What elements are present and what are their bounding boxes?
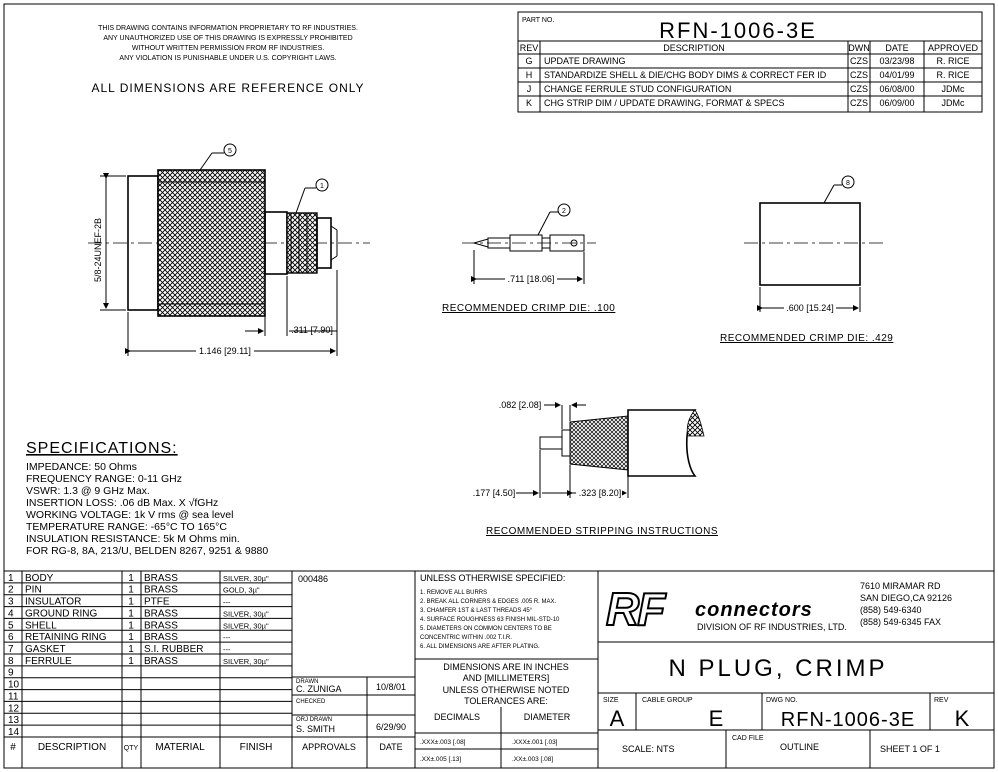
bom-finish: ---: [223, 633, 231, 643]
rev-drawn-by: CZS: [850, 98, 868, 108]
svg-text:DIAMETER: DIAMETER: [523, 712, 571, 722]
svg-text:000486: 000486: [298, 574, 329, 584]
bom-finish: SILVER, 30µ": [223, 656, 269, 666]
specs-title: SPECIFICATIONS:: [26, 440, 178, 457]
bom-description: INSULATOR: [25, 596, 82, 608]
bom-finish: SILVER, 30µ": [223, 621, 269, 631]
reference-note: ALL DIMENSIONS ARE REFERENCE ONLY: [91, 81, 365, 95]
stripping-view: [473, 400, 704, 498]
svg-text:ANY VIOLATION IS PUNISHABLE UN: ANY VIOLATION IS PUNISHABLE UNDER U.S. COPYRIGHT LAWS.: [119, 55, 337, 62]
bom-qty: 1: [128, 608, 134, 620]
svg-text:2: 2: [562, 208, 566, 215]
general-notes: [415, 571, 598, 768]
svg-text:WORKING VOLTAGE: 1k V rms @ se: WORKING VOLTAGE: 1k V rms @ sea level: [26, 509, 234, 521]
svg-text:MATERIAL: MATERIAL: [155, 742, 205, 753]
svg-text:DIMENSIONS ARE IN INCHES: DIMENSIONS ARE IN INCHES: [443, 662, 569, 672]
svg-text:REV: REV: [519, 43, 539, 53]
svg-text:.XX±.003 [.08]: .XX±.003 [.08]: [512, 756, 554, 763]
svg-text:C. ZUNIGA: C. ZUNIGA: [296, 684, 342, 694]
svg-text:CABLE GROUP: CABLE GROUP: [642, 697, 693, 704]
svg-text:PART NO.: PART NO.: [522, 17, 555, 24]
bom-item-number: 3: [8, 596, 14, 608]
svg-text:CONCENTRIC WITHIN .002 T.I.R.: CONCENTRIC WITHIN .002 T.I.R.: [420, 635, 512, 641]
rev-description: UPDATE DRAWING: [544, 56, 626, 66]
svg-text:UNLESS OTHERWISE NOTED: UNLESS OTHERWISE NOTED: [442, 685, 570, 695]
svg-text:.082 [2.08]: .082 [2.08]: [498, 400, 542, 410]
bom-finish: SILVER, 30µ": [223, 573, 269, 583]
n-plug-side-view: [88, 170, 370, 316]
svg-text:1: 1: [320, 183, 324, 190]
bom-finish: ---: [223, 597, 231, 607]
rev-date: 04/01/99: [879, 70, 915, 80]
drawing-title: N PLUG, CRIMP: [668, 655, 888, 682]
svg-text:K: K: [954, 706, 970, 731]
svg-text:THIS DRAWING CONTAINS INFORMAT: THIS DRAWING CONTAINS INFORMATION PROPRIETARY TO RF INDUSTRIES.: [98, 25, 358, 32]
bom-item-number: 13: [8, 715, 20, 727]
rev-approved: R. RICE: [936, 56, 970, 66]
rev-letter: H: [525, 70, 533, 80]
bom-material: BRASS: [144, 620, 178, 632]
svg-text:.600 [15.24]: .600 [15.24]: [786, 303, 834, 313]
rev-letter: K: [525, 98, 533, 108]
approvals-block: [292, 571, 415, 768]
bom-item-number: 14: [8, 727, 20, 738]
svg-text:6/29/90: 6/29/90: [375, 722, 407, 732]
svg-text:DIVISION OF RF INDUSTRIES, LTD: DIVISION OF RF INDUSTRIES, LTD.: [697, 622, 847, 632]
bom-finish: GOLD, 3µ": [223, 585, 260, 595]
bom-item-number: 10: [8, 679, 20, 691]
part-number: RFN-1006-3E: [659, 18, 817, 43]
rev-drawn-by: CZS: [850, 70, 868, 80]
svg-text:ANY UNAUTHORIZED USE OF THIS D: ANY UNAUTHORIZED USE OF THIS DRAWING IS EXPRESSLY PROHIBITED: [103, 35, 353, 42]
svg-text:REV: REV: [934, 697, 949, 704]
svg-text:IMPEDANCE: 50 Ohms: IMPEDANCE: 50 Ohms: [26, 461, 137, 473]
bom-description: GROUND RING: [25, 608, 98, 620]
bom-item-number: 4: [8, 608, 14, 620]
svg-text:.711 [18.06]: .711 [18.06]: [507, 274, 555, 284]
rev-description: CHANGE FERRULE STUD CONFIGURATION: [544, 84, 732, 94]
svg-text:UNLESS OTHERWISE SPECIFIED:: UNLESS OTHERWISE SPECIFIED:: [420, 573, 566, 583]
svg-text:6. ALL DIMENSIONS ARE AFTER PL: 6. ALL DIMENSIONS ARE AFTER PLATING.: [420, 644, 540, 650]
bom-description: FERRULE: [25, 655, 72, 667]
svg-text:#: #: [10, 742, 16, 753]
svg-text:DESCRIPTION: DESCRIPTION: [663, 43, 725, 53]
crimp-die-note-2: RECOMMENDED CRIMP DIE: .429: [720, 333, 894, 344]
bom-item-number: 6: [8, 632, 14, 644]
svg-text:1. REMOVE ALL BURRS: 1. REMOVE ALL BURRS: [420, 590, 488, 596]
svg-text:WITHOUT WRITTEN PERMISSION FRO: WITHOUT WRITTEN PERMISSION FROM RF INDUSTRIES.: [131, 45, 325, 52]
bom-description: RETAINING RING: [25, 632, 107, 644]
bom-finish: ---: [223, 645, 231, 654]
svg-text:8: 8: [846, 180, 850, 187]
svg-text:.XX±.005 [.13]: .XX±.005 [.13]: [420, 756, 462, 763]
svg-text:APPROVALS: APPROVALS: [302, 742, 356, 752]
bom-item-number: 2: [8, 584, 14, 596]
bom-item-number: 7: [8, 644, 14, 655]
svg-text:TOLERANCES ARE:: TOLERANCES ARE:: [464, 696, 548, 706]
rev-letter: J: [526, 84, 532, 94]
connectors-logo: connectors: [695, 599, 813, 621]
svg-text:APPROVED: APPROVED: [927, 43, 979, 53]
svg-text:RFN-1006-3E: RFN-1006-3E: [780, 709, 916, 731]
svg-text:(858) 549-6340: (858) 549-6340: [860, 605, 922, 615]
svg-text:.XXX±.003 [.08]: .XXX±.003 [.08]: [420, 739, 466, 746]
rev-date: 03/23/98: [879, 56, 915, 66]
svg-text:FREQUENCY RANGE: 0-11 GHz: FREQUENCY RANGE: 0-11 GHz: [26, 473, 182, 485]
svg-text:FOR RG-8, 8A, 213/U, BELDEN 82: FOR RG-8, 8A, 213/U, BELDEN 8267, 9251 & 9880: [26, 545, 269, 557]
rev-drawn-by: CZS: [850, 56, 868, 66]
svg-text:5/8-24UNEF-2B: 5/8-24UNEF-2B: [93, 217, 103, 282]
svg-text:4. SURFACE ROUGHNESS 63 FINISH: 4. SURFACE ROUGHNESS 63 FINISH MIL-STD-10: [420, 617, 560, 623]
svg-text:7610 MIRAMAR RD: 7610 MIRAMAR RD: [860, 581, 941, 591]
bom-material: BRASS: [144, 608, 178, 620]
svg-text:(858) 549-6345 FAX: (858) 549-6345 FAX: [860, 617, 942, 627]
bom-description: BODY: [25, 572, 54, 584]
bom-finish: SILVER, 30µ": [223, 609, 269, 619]
svg-text:FINISH: FINISH: [239, 742, 273, 753]
svg-text:SCALE: NTS: SCALE: NTS: [622, 744, 675, 754]
svg-text:5: 5: [228, 148, 232, 155]
bom-item-number: 8: [8, 655, 14, 667]
crimp-die-note-1: RECOMMENDED CRIMP DIE: .100: [442, 303, 616, 314]
svg-text:E: E: [708, 706, 724, 731]
svg-text:CHECKED: CHECKED: [296, 699, 326, 705]
title-block-bottom: [598, 693, 994, 768]
bom-item-number: 1: [8, 572, 14, 584]
rev-approved: JDMc: [941, 98, 965, 108]
rev-date: 06/08/00: [879, 84, 915, 94]
svg-text:2. BREAK ALL CORNERS & EDGES .: 2. BREAK ALL CORNERS & EDGES .005 R. MAX.: [420, 599, 557, 605]
svg-text:SHEET 1 OF 1: SHEET 1 OF 1: [880, 744, 940, 754]
bom-qty: 1: [128, 632, 134, 644]
bom-description: GASKET: [25, 644, 66, 655]
rev-drawn-by: CZS: [850, 84, 868, 94]
svg-text:INSULATION RESISTANCE: 5k M Oh: INSULATION RESISTANCE: 5k M Ohms min.: [26, 533, 240, 545]
svg-text:SAN DIEGO,CA 92126: SAN DIEGO,CA 92126: [860, 593, 953, 603]
bom-material: BRASS: [144, 632, 178, 644]
svg-text:A: A: [609, 706, 625, 731]
bom-material: BRASS: [144, 572, 178, 584]
rev-description: CHG STRIP DIM / UPDATE DRAWING, FORMAT & SPECS: [544, 98, 785, 108]
svg-text:.311 [7.90]: .311 [7.90]: [291, 325, 333, 335]
bom-material: BRASS: [144, 584, 178, 596]
rev-approved: R. RICE: [936, 70, 970, 80]
svg-text:TEMPERATURE RANGE: -65°C TO 16: TEMPERATURE RANGE: -65°C TO 165°C: [26, 521, 227, 533]
bom-description: PIN: [25, 584, 42, 596]
company-block: [598, 581, 994, 682]
bom-item-number: 12: [8, 703, 20, 715]
svg-text:SIZE: SIZE: [603, 697, 619, 704]
bom-qty: 1: [128, 584, 134, 596]
rev-letter: G: [525, 56, 533, 66]
pin-view: [462, 204, 596, 284]
svg-text:VSWR: 1.3 @ 9 GHz Max.: VSWR: 1.3 @ 9 GHz Max.: [26, 485, 150, 497]
svg-text:.XXX±.001 [.03]: .XXX±.001 [.03]: [512, 739, 558, 746]
svg-text:OUTLINE: OUTLINE: [780, 742, 820, 752]
bom-item-number: 9: [8, 667, 14, 679]
bom-item-number: 5: [8, 620, 14, 632]
svg-text:AND [MILLIMETERS]: AND [MILLIMETERS]: [462, 673, 550, 683]
svg-text:DESCRIPTION: DESCRIPTION: [37, 742, 107, 753]
svg-text:DECIMALS: DECIMALS: [433, 712, 481, 722]
svg-text:5. DIAMETERS ON COMMON CENTERS: 5. DIAMETERS ON COMMON CENTERS TO BE: [420, 626, 552, 632]
stripping-note: RECOMMENDED STRIPPING INSTRUCTIONS: [486, 526, 719, 537]
proprietary-notice: [98, 25, 358, 62]
svg-text:3. CHAMFER 1ST & LAST THREADS: 3. CHAMFER 1ST & LAST THREADS 45°: [420, 608, 533, 614]
balloon-5: [200, 144, 236, 170]
bom-material: PTFE: [144, 596, 170, 608]
svg-text:ORJ DRAWN: ORJ DRAWN: [296, 717, 333, 723]
svg-text:10/8/01: 10/8/01: [375, 682, 407, 692]
bom-qty: 1: [128, 644, 134, 655]
svg-text:1.146 [29.11]: 1.146 [29.11]: [199, 346, 251, 356]
rev-description: STANDARDIZE SHELL & DIE/CHG BODY DIMS & CORRECT FER ID: [544, 70, 827, 80]
svg-text:DATE: DATE: [379, 742, 403, 752]
svg-text:.177 [4.50]: .177 [4.50]: [472, 488, 516, 498]
svg-text:INSERTION LOSS: .06 dB Max. X: INSERTION LOSS: .06 dB Max. X √fGHz: [26, 497, 219, 509]
bom-qty: 1: [128, 572, 134, 584]
svg-text:DWN: DWN: [848, 43, 870, 53]
svg-text:DRAWN: DRAWN: [296, 679, 319, 685]
svg-text:QTY: QTY: [123, 745, 139, 752]
specifications-list: [26, 461, 268, 557]
rev-approved: JDMc: [941, 84, 965, 94]
svg-text:DWG NO.: DWG NO.: [766, 697, 798, 704]
rf-logo: RF: [606, 583, 664, 635]
bom-item-number: 11: [8, 691, 19, 703]
bom-qty: 1: [128, 655, 134, 667]
bom-qty: 1: [128, 596, 134, 608]
balloon-1: [296, 179, 328, 213]
bom-material: S.I. RUBBER: [144, 644, 204, 655]
ferrule-view: [744, 176, 884, 313]
svg-text:.323 [8.20]: .323 [8.20]: [578, 488, 622, 498]
bom-description: SHELL: [25, 620, 57, 632]
bom-rows: [4, 573, 292, 738]
bom-qty: 1: [128, 620, 134, 632]
rev-date: 06/09/00: [879, 98, 915, 108]
svg-text:DATE: DATE: [885, 43, 909, 53]
svg-text:S. SMITH: S. SMITH: [296, 724, 336, 734]
bom-material: BRASS: [144, 655, 178, 667]
svg-text:CAD FILE: CAD FILE: [732, 735, 764, 742]
